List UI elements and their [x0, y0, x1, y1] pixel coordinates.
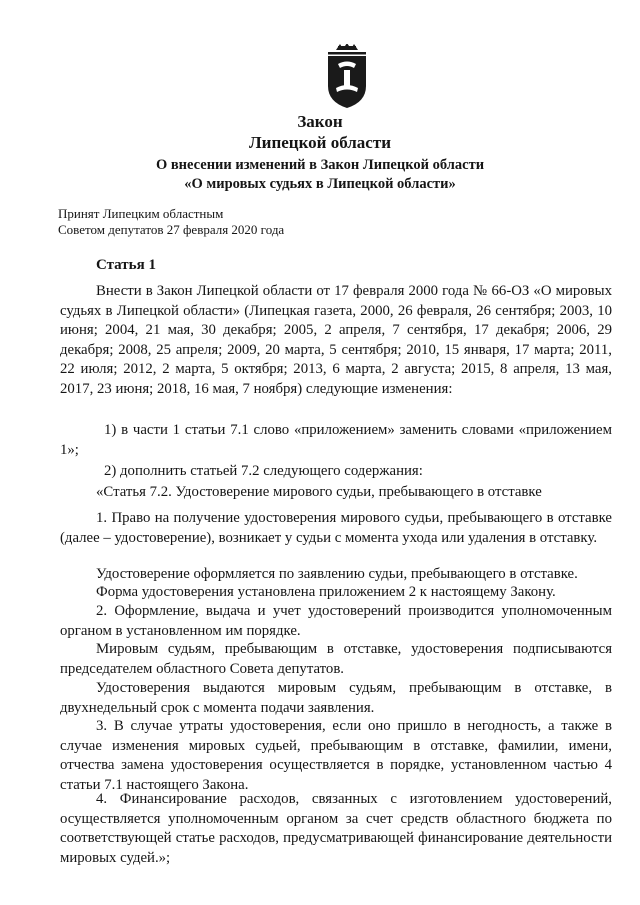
region-title: Липецкой области: [248, 133, 392, 152]
subject-line-1: О внесении изменений в Закон Липецкой области: [155, 157, 485, 173]
paragraph-7-2-part-4: 4. Финансирование расходов, связанных с изготовлением удостоверений, осуществляется уполномоченным органом за счет средств областного бюджета по соответствующей статье расходов, предусматривающей финансирование деятельности мировых судей.»;: [60, 791, 612, 866]
adoption-note: [58, 206, 284, 238]
paragraph-item-1: 1) в части 1 статьи 7.1 слово «приложением» заменить словами «приложением 1»;: [60, 422, 612, 458]
paragraph-7-2-form: Форма удостоверения установлена приложением 2 к настоящему Закону.: [96, 584, 556, 600]
paragraph-7-2-signing: Мировым судьям, пребывающим в отставке, удостоверения подписываются председателем областного Совета депутатов.: [60, 641, 612, 677]
adoption-line-1: Принят Липецким областным: [58, 206, 224, 221]
paragraph-7-2-part-2: 2. Оформление, выдача и учет удостоверений производится уполномоченным органом в установленном им порядке.: [60, 603, 612, 639]
paragraph-7-2-part-1: 1. Право на получение удостоверения мирового судьи, пребывающего в отставке (далее – удостоверение), возникает у судьи с момента ухода или удаления в отставку.: [60, 510, 612, 546]
paragraph-intro: Внести в Закон Липецкой области от 17 февраля 2000 года № 66-ОЗ «О мировых судьях в Липецкой области» (Липецкая газета, 2000, 26 февраля, 26 сентября; 2003, 10 июня; 2004, 21 мая, 30 декабря; 2005, 2 апреля, 7 сентября, 17 декабря; 2006, 29 декабря; 2008, 25 апреля; 2009, 20 марта, 5 сентября; 2010, 15 января, 17 марта; 2011, 22 июля; 2012, 2 марта, 5 октября; 2013, 6 марта, 2 августа; 2015, 8 апреля, 13 мая, 2017, 23 июня; 2018, 16 мая, 7 ноября) следующие изменения:: [60, 283, 612, 397]
adoption-line-2: Советом депутатов 27 февраля 2020 года: [58, 222, 285, 237]
paragraph-7-2-part-3: 3. В случае утраты удостоверения, если оно пришло в негодность, а также в случае изменения мировых судьей, пребывающим в отставке, фамилии, имени, отчества замена удостоверения осуществляется в порядке, установленном частью 4 статьи 7.1 настоящего Закона.: [60, 718, 612, 793]
article-title: Статья 1: [96, 257, 156, 273]
coat-of-arms-emblem: [322, 44, 372, 110]
paragraph-article-7-2-title: «Статья 7.2. Удостоверение мирового судьи, пребывающего в отставке: [96, 484, 542, 500]
document-type: Закон: [297, 112, 343, 131]
subject-line-2: «О мировых судьях в Липецкой области»: [184, 176, 456, 192]
paragraph-7-2-issuance: Удостоверения выдаются мировым судьям, пребывающим в отставке, в двухнедельный срок с момента подачи заявления.: [60, 680, 612, 716]
paragraph-7-2-request: Удостоверение оформляется по заявлению судьи, пребывающего в отставке.: [96, 566, 578, 582]
paragraph-item-2: 2) дополнить статьей 7.2 следующего содержания:: [104, 463, 423, 479]
